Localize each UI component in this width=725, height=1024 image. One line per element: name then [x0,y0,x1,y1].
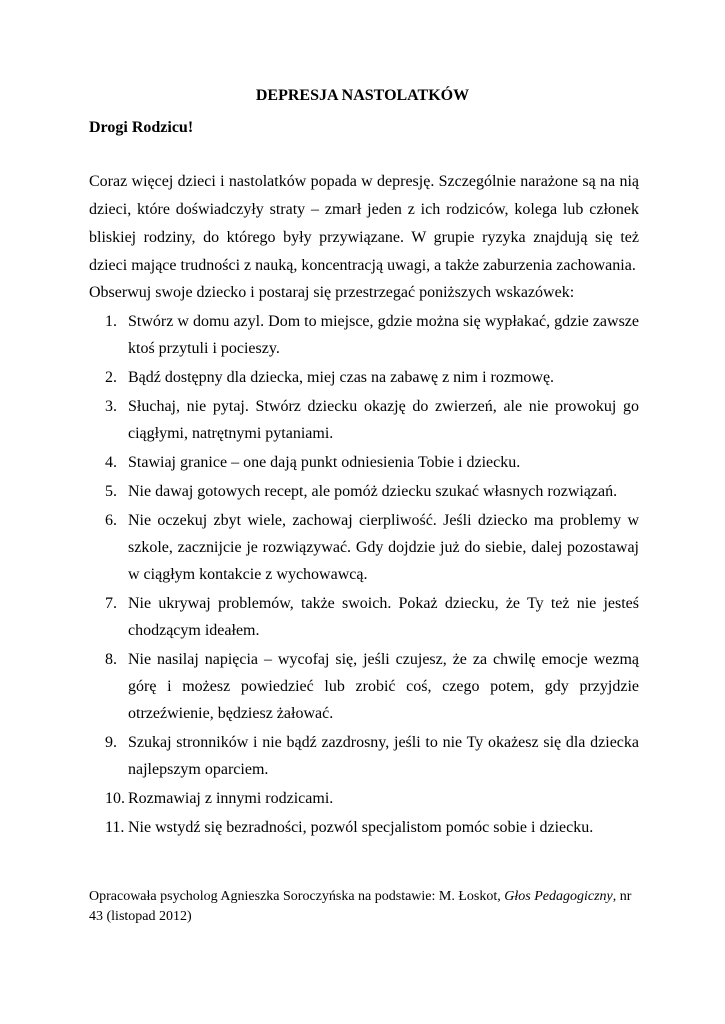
list-item-number: 8. [105,651,117,668]
list-item [89,449,639,476]
list-item [89,507,639,588]
list-item-text: Nie wstydź się bezradności, pozwól specjalistom pomóc sobie i dziecku. [128,819,594,836]
list-item [89,393,639,447]
list-item-text: Nie ukrywaj problemów, także swoich. Pokaż dziecku, że Ty też nie jesteś chodzącym ideałem. [128,595,639,639]
list-item-number: 2. [105,369,117,386]
list-item [89,785,639,812]
list-item-number: 10. [105,790,125,807]
list-item-text: Rozmawiaj z innymi rodzicami. [128,790,334,807]
list-item [89,590,639,644]
footer-suffix: , nr 43 (listopad 2012) [89,889,632,924]
list-item [89,478,639,505]
list-item-number: 9. [105,734,117,751]
footer-journal: Głos Pedagogiczny [504,889,613,904]
footer-citation [89,887,639,927]
intro-paragraph: Coraz więcej dzieci i nastolatków popada w depresję. Szczególnie narażone są na nią dzieci, które doświadczyły straty – zmarł jeden z ich rodziców, kolega lub członek bliskiej rodziny, do którego były przywiązane. W grupie ryzyka znajdują się też dzieci mające trudności z nauką, koncentracją uwagi, a także zaburzenia zachowania. [89,173,639,274]
list-item-number: 7. [105,595,117,612]
list-item-number: 1. [105,313,117,330]
list-item-text: Stwórz w domu azyl. Dom to miejsce, gdzie można się wypłakać, gdzie zawsze ktoś przytuli i pocieszy. [128,313,639,357]
list-item-text: Nie nasilaj napięcia – wycofaj się, jeśli czujesz, że za chwilę emocje wezmą górę i możesz powiedzieć lub zrobić coś, czego potem, gdy przyjdzie otrzeźwienie, będziesz żałować. [128,651,639,722]
list-item-text: Szukaj stronników i nie bądź zazdrosny, jeśli to nie Ty okażesz się dla dziecka najlepszym oparciem. [128,734,639,778]
list-item-text: Stawiaj granice – one dają punkt odniesienia Tobie i dziecku. [128,454,521,471]
list-item-text: Bądź dostępny dla dziecka, miej czas na zabawę z nim i rozmowę. [128,369,555,386]
document-body [89,168,639,843]
list-item-number: 5. [105,483,117,500]
tips-list [89,308,639,841]
greeting: Drogi Rodzicu! [89,119,194,136]
list-item [89,308,639,362]
list-item-number: 3. [105,398,117,415]
document-title: DEPRESJA NASTOLATKÓW [255,87,470,104]
footer-prefix: Opracowała psycholog Agnieszka Soroczyńska na podstawie: M. Łoskot, [89,889,505,904]
list-item [89,814,639,841]
list-item [89,364,639,391]
list-item [89,646,639,727]
list-item-text: Nie dawaj gotowych recept, ale pomóż dziecku szukać własnych rozwiązań. [128,483,618,500]
list-item [89,729,639,783]
list-item-number: 6. [105,512,117,529]
list-item-number: 11. [105,819,125,836]
list-item-text: Słuchaj, nie pytaj. Stwórz dziecku okazję do zwierzeń, ale nie prowokuj go ciągłymi, natrętnymi pytaniami. [128,398,639,442]
list-item-number: 4. [105,454,117,471]
observe-paragraph: Obserwuj swoje dziecko i postaraj się przestrzegać poniższych wskazówek: [89,284,575,301]
list-item-text: Nie oczekuj zbyt wiele, zachowaj cierpliwość. Jeśli dziecko ma problemy w szkole, zacznijcie je rozwiązywać. Gdy dojdzie już do siebie, dalej pozostawaj w ciągłym kontakcie z wychowawcą. [128,512,639,583]
